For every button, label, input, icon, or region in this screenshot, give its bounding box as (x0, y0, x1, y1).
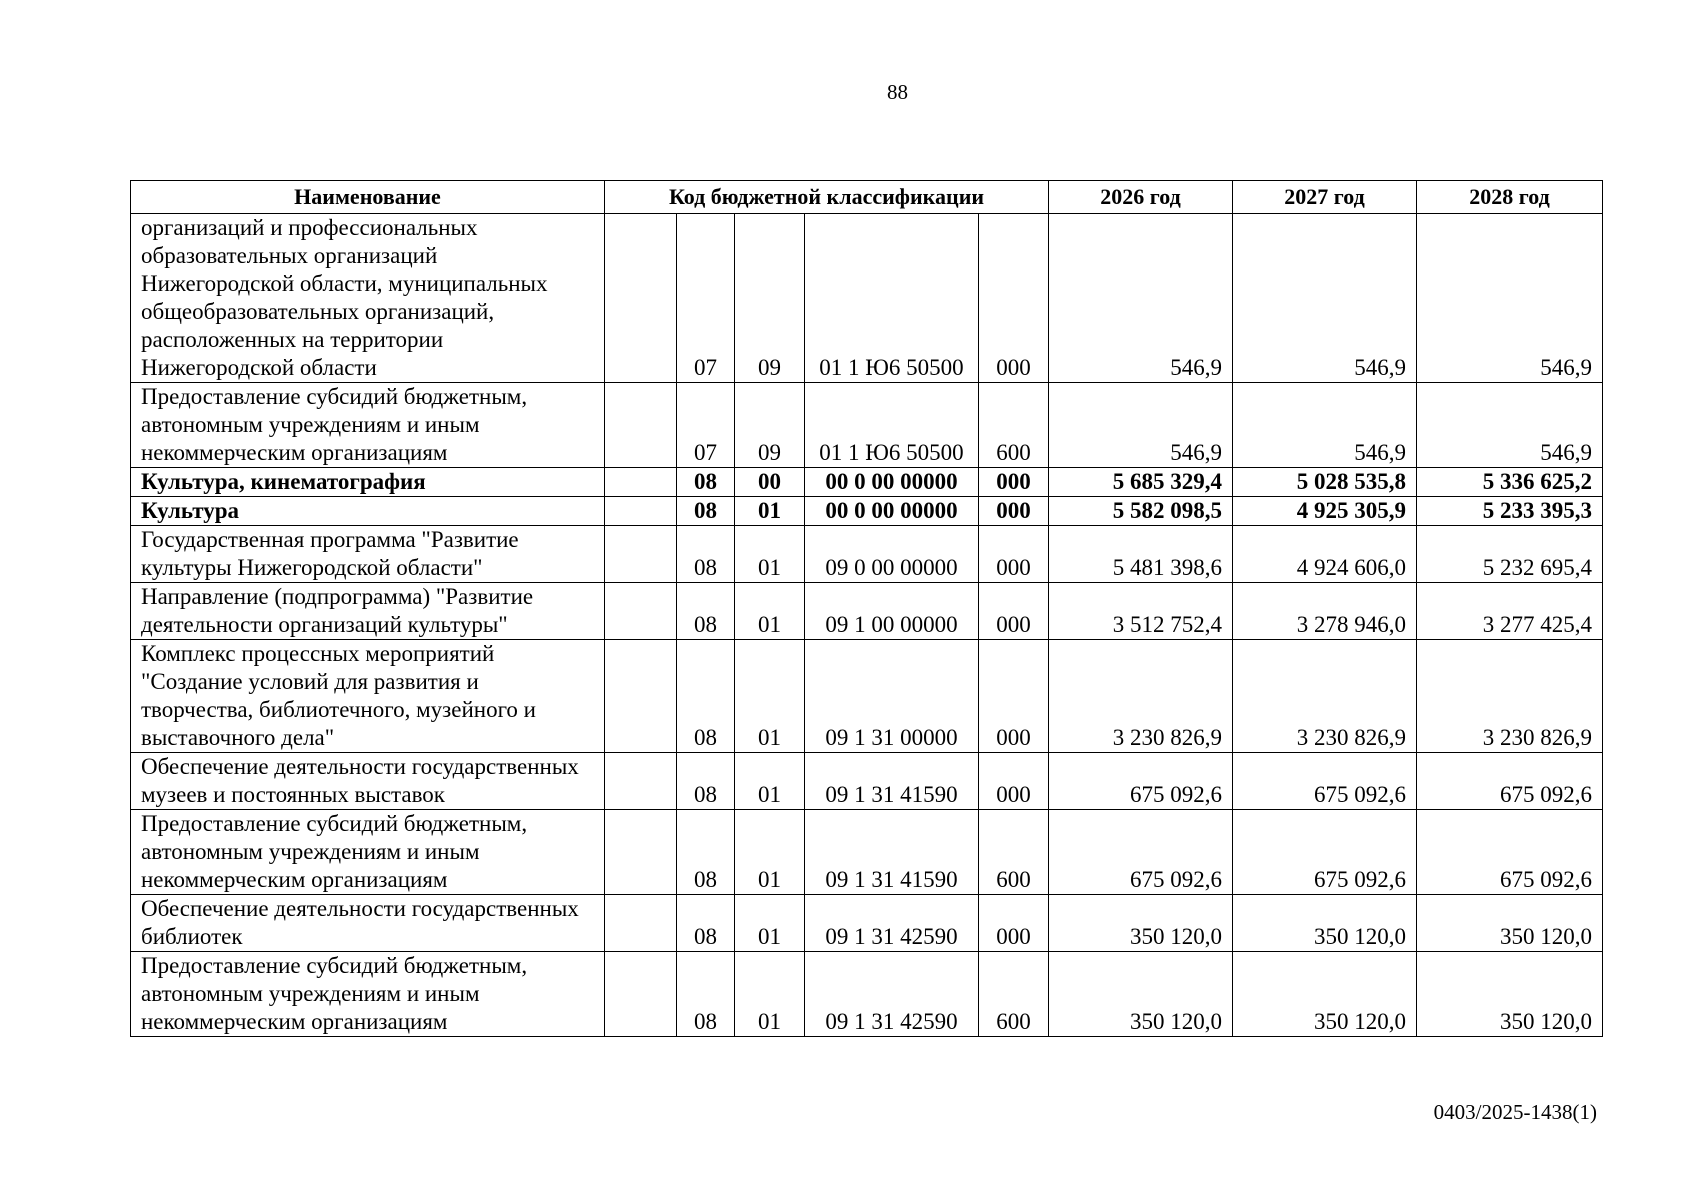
code-blank (605, 497, 677, 526)
row-name: Обеспечение деятельности государственных библиотек (131, 895, 605, 952)
code-target-article: 00 0 00 00000 (805, 468, 979, 497)
code-expense-type: 000 (979, 640, 1049, 753)
code-subsection: 01 (735, 753, 805, 810)
amount-2028: 3 230 826,9 (1417, 640, 1603, 753)
document-id: 0403/2025-1438(1) (1433, 1100, 1597, 1124)
amount-2026: 675 092,6 (1049, 753, 1233, 810)
code-expense-type: 000 (979, 214, 1049, 383)
code-expense-type: 000 (979, 526, 1049, 583)
code-target-article: 09 1 31 41590 (805, 810, 979, 895)
amount-2026: 5 481 398,6 (1049, 526, 1233, 583)
page-number: 88 (887, 80, 908, 104)
header-2026: 2026 год (1049, 181, 1233, 214)
code-expense-type: 000 (979, 895, 1049, 952)
code-blank (605, 214, 677, 383)
table-row (131, 383, 1603, 468)
amount-2027: 3 278 946,0 (1233, 583, 1417, 640)
code-section: 08 (677, 895, 735, 952)
row-name: Комплекс процессных мероприятий "Создание условий для развития и творчества, библиотечного, музейного и выставочного дела" (131, 640, 605, 753)
code-blank (605, 895, 677, 952)
code-blank (605, 383, 677, 468)
code-section: 08 (677, 952, 735, 1037)
table-row (131, 214, 1603, 383)
code-section: 07 (677, 214, 735, 383)
amount-2026: 5 685 329,4 (1049, 468, 1233, 497)
amount-2026: 3 230 826,9 (1049, 640, 1233, 753)
code-blank (605, 640, 677, 753)
table-body (131, 214, 1603, 1037)
amount-2026: 546,9 (1049, 214, 1233, 383)
row-name: организаций и профессиональных образовательных организаций Нижегородской области, муниципальных общеобразовательных организаций, расположенных на территории Нижегородской области (131, 214, 605, 383)
code-blank (605, 810, 677, 895)
row-name: Предоставление субсидий бюджетным, автономным учреждениям и иным некоммерческим организациям (131, 810, 605, 895)
amount-2027: 546,9 (1233, 214, 1417, 383)
code-target-article: 09 1 31 42590 (805, 895, 979, 952)
amount-2028: 5 336 625,2 (1417, 468, 1603, 497)
row-name: Культура (131, 497, 605, 526)
table-row (131, 497, 1603, 526)
amount-2027: 350 120,0 (1233, 952, 1417, 1037)
code-section: 08 (677, 810, 735, 895)
table-row (131, 526, 1603, 583)
table-header-row (131, 181, 1603, 214)
amount-2027: 4 925 305,9 (1233, 497, 1417, 526)
amount-2027: 546,9 (1233, 383, 1417, 468)
header-2028: 2028 год (1417, 181, 1603, 214)
amount-2027: 3 230 826,9 (1233, 640, 1417, 753)
row-name: Государственная программа "Развитие культуры Нижегородской области" (131, 526, 605, 583)
row-name: Культура, кинематография (131, 468, 605, 497)
amount-2026: 675 092,6 (1049, 810, 1233, 895)
code-blank (605, 468, 677, 497)
code-subsection: 09 (735, 214, 805, 383)
row-name: Обеспечение деятельности государственных музеев и постоянных выставок (131, 753, 605, 810)
table-row (131, 640, 1603, 753)
amount-2028: 5 232 695,4 (1417, 526, 1603, 583)
code-subsection: 01 (735, 526, 805, 583)
budget-table (130, 180, 1603, 1037)
code-target-article: 00 0 00 00000 (805, 497, 979, 526)
code-subsection: 00 (735, 468, 805, 497)
amount-2028: 546,9 (1417, 383, 1603, 468)
row-name: Направление (подпрограмма) "Развитие деятельности организаций культуры" (131, 583, 605, 640)
table-row (131, 753, 1603, 810)
code-blank (605, 952, 677, 1037)
code-subsection: 01 (735, 583, 805, 640)
header-name: Наименование (131, 181, 605, 214)
code-section: 07 (677, 383, 735, 468)
table-row (131, 810, 1603, 895)
code-section: 08 (677, 583, 735, 640)
amount-2028: 546,9 (1417, 214, 1603, 383)
code-target-article: 09 1 31 42590 (805, 952, 979, 1037)
amount-2026: 5 582 098,5 (1049, 497, 1233, 526)
table-row (131, 583, 1603, 640)
code-expense-type: 600 (979, 810, 1049, 895)
code-expense-type: 000 (979, 497, 1049, 526)
code-subsection: 01 (735, 810, 805, 895)
amount-2028: 5 233 395,3 (1417, 497, 1603, 526)
code-expense-type: 600 (979, 952, 1049, 1037)
code-section: 08 (677, 526, 735, 583)
table-row (131, 895, 1603, 952)
code-section: 08 (677, 468, 735, 497)
code-blank (605, 583, 677, 640)
code-expense-type: 000 (979, 583, 1049, 640)
code-blank (605, 753, 677, 810)
amount-2027: 4 924 606,0 (1233, 526, 1417, 583)
amount-2026: 546,9 (1049, 383, 1233, 468)
code-target-article: 01 1 Ю6 50500 (805, 383, 979, 468)
amount-2027: 5 028 535,8 (1233, 468, 1417, 497)
amount-2028: 350 120,0 (1417, 952, 1603, 1037)
row-name: Предоставление субсидий бюджетным, автономным учреждениям и иным некоммерческим организациям (131, 383, 605, 468)
code-section: 08 (677, 640, 735, 753)
code-subsection: 01 (735, 895, 805, 952)
code-section: 08 (677, 753, 735, 810)
code-target-article: 09 0 00 00000 (805, 526, 979, 583)
amount-2026: 3 512 752,4 (1049, 583, 1233, 640)
header-2027: 2027 год (1233, 181, 1417, 214)
code-subsection: 01 (735, 640, 805, 753)
amount-2028: 350 120,0 (1417, 895, 1603, 952)
row-name: Предоставление субсидий бюджетным, автономным учреждениям и иным некоммерческим организациям (131, 952, 605, 1037)
code-target-article: 09 1 31 41590 (805, 753, 979, 810)
code-expense-type: 000 (979, 753, 1049, 810)
code-expense-type: 000 (979, 468, 1049, 497)
code-expense-type: 600 (979, 383, 1049, 468)
table-row (131, 468, 1603, 497)
amount-2026: 350 120,0 (1049, 895, 1233, 952)
code-subsection: 01 (735, 497, 805, 526)
table-row (131, 952, 1603, 1037)
amount-2026: 350 120,0 (1049, 952, 1233, 1037)
amount-2027: 350 120,0 (1233, 895, 1417, 952)
code-section: 08 (677, 497, 735, 526)
amount-2027: 675 092,6 (1233, 753, 1417, 810)
code-blank (605, 526, 677, 583)
code-target-article: 09 1 31 00000 (805, 640, 979, 753)
amount-2028: 3 277 425,4 (1417, 583, 1603, 640)
code-target-article: 09 1 00 00000 (805, 583, 979, 640)
amount-2028: 675 092,6 (1417, 753, 1603, 810)
amount-2028: 675 092,6 (1417, 810, 1603, 895)
code-subsection: 09 (735, 383, 805, 468)
code-subsection: 01 (735, 952, 805, 1037)
code-target-article: 01 1 Ю6 50500 (805, 214, 979, 383)
header-code: Код бюджетной классификации (605, 181, 1049, 214)
amount-2027: 675 092,6 (1233, 810, 1417, 895)
